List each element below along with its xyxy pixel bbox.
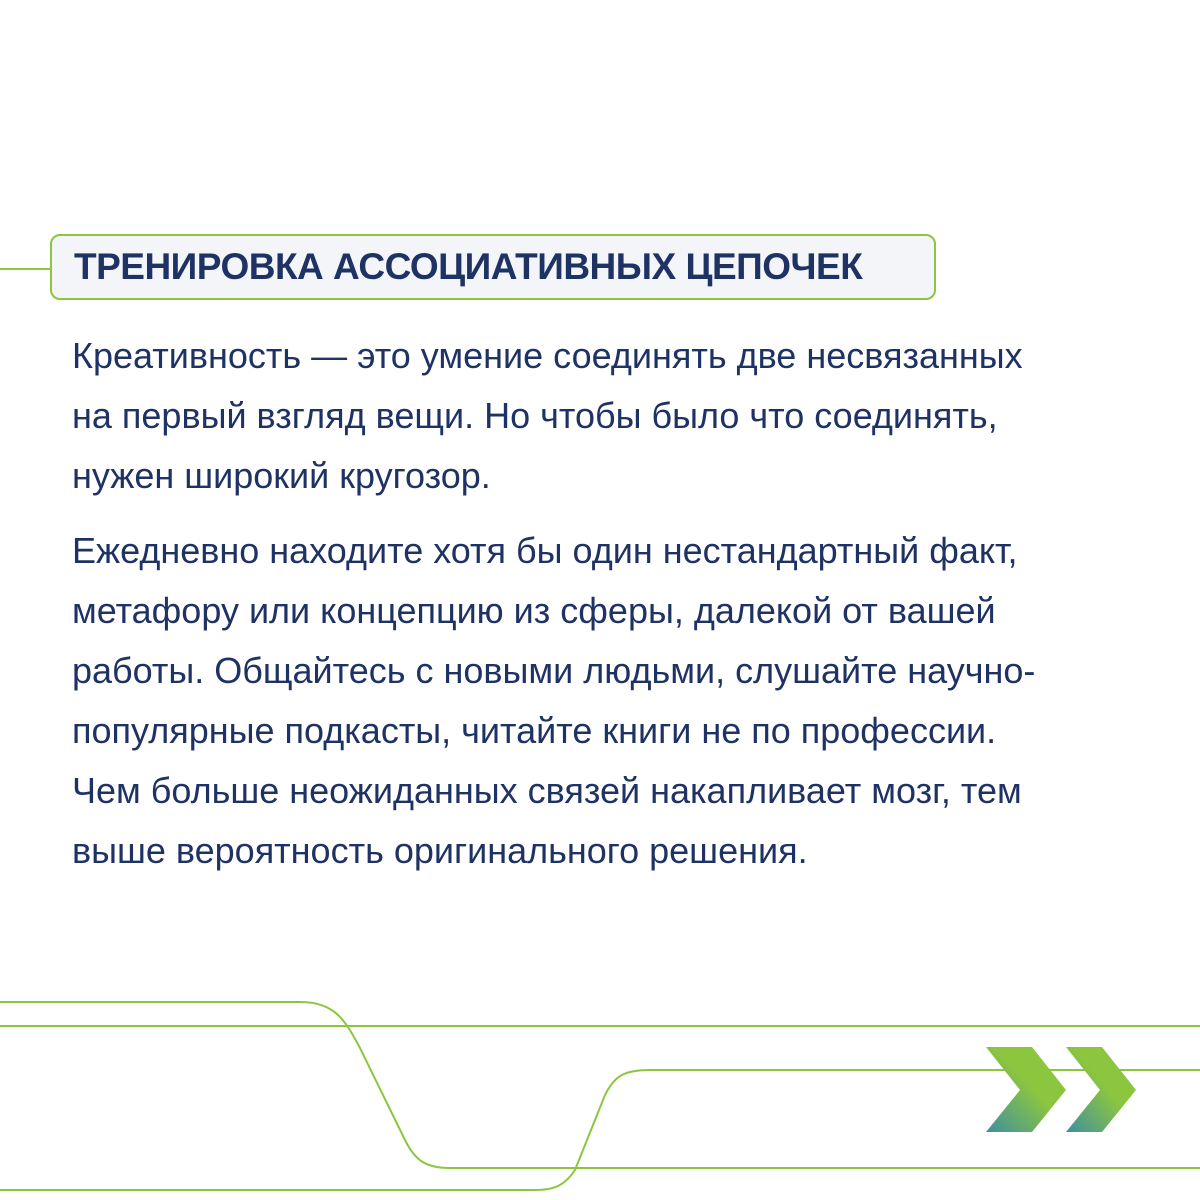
paragraph-line: метафору или концепцию из сферы, далекой от вашей bbox=[72, 590, 996, 631]
heading-connector-line bbox=[0, 268, 52, 270]
paragraph-line: Чем больше неожиданных связей накапливает мозг, тем bbox=[72, 770, 1022, 811]
paragraph-line: работы. Общайтесь с новыми людьми, слушайте научно- bbox=[72, 650, 1036, 691]
paragraph-advice bbox=[72, 521, 1152, 881]
paragraph-line: Ежедневно находите хотя бы один нестандартный факт, bbox=[72, 530, 1018, 571]
decorative-footer bbox=[0, 980, 1200, 1200]
paragraph-line: популярные подкасты, читайте книги не по профессии. bbox=[72, 710, 997, 751]
paragraph-intro bbox=[72, 326, 1152, 506]
double-chevron-right-icon bbox=[986, 1047, 1136, 1132]
paragraph-line: нужен широкий кругозор. bbox=[72, 455, 491, 496]
section-heading-box bbox=[50, 234, 936, 300]
paragraph-line: на первый взгляд вещи. Но чтобы было что соединять, bbox=[72, 395, 998, 436]
section-heading: ТРЕНИРОВКА АССОЦИАТИВНЫХ ЦЕПОЧЕК bbox=[74, 246, 863, 287]
paragraph-line: выше вероятность оригинального решения. bbox=[72, 830, 808, 871]
paragraph-line: Креативность — это умение соединять две несвязанных bbox=[72, 335, 1023, 376]
